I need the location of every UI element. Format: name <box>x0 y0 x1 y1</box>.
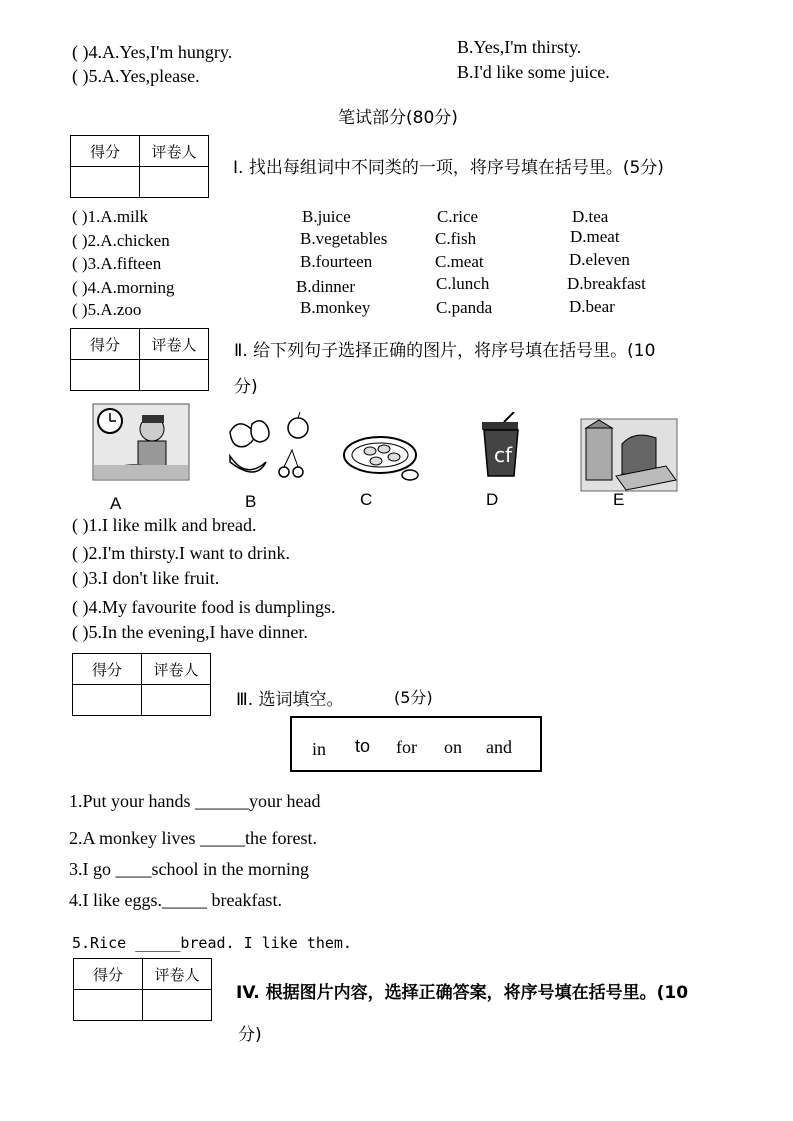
s3-item-3: 3.I go ____school in the morning <box>69 859 309 879</box>
s1-row-4-a: ( )4.A.morning <box>72 278 175 297</box>
grader-cell[interactable] <box>140 167 209 198</box>
section4-title-cont: 分) <box>238 1025 262 1045</box>
s1-row-5-b: B.monkey <box>300 298 371 317</box>
picture-d-drink-cup-icon <box>474 412 530 482</box>
score-box-3 <box>72 653 211 716</box>
picture-e-milk-bread-icon <box>580 418 678 492</box>
s2-sentence-3: ( )3.I don't like fruit. <box>72 568 220 588</box>
s2-sentence-1: ( )1.I like milk and bread. <box>72 515 257 535</box>
score-box-1 <box>70 135 209 198</box>
s1-row-2-a: ( )2.A.chicken <box>72 231 170 250</box>
grader-cell[interactable] <box>143 990 212 1021</box>
s1-row-1-a: ( )1.A.milk <box>72 207 149 226</box>
listening-q4: ( )4.A.Yes,I'm hungry. <box>72 42 233 62</box>
picture-label-c: C <box>360 490 373 509</box>
s3-item-4: 4.I like eggs._____ breakfast. <box>69 890 282 910</box>
written-section-title: 笔试部分(80分) <box>338 108 458 128</box>
s1-row-5-d: D.bear <box>569 297 615 316</box>
s3-item-2: 2.A monkey lives _____the forest. <box>69 828 317 848</box>
s2-sentence-5: ( )5.In the evening,I have dinner. <box>72 622 308 642</box>
listening-q5-option-b: B.I'd like some juice. <box>457 62 610 82</box>
score-cell[interactable] <box>71 167 140 198</box>
section2-title-cont: 分) <box>234 377 258 397</box>
s2-sentence-2: ( )2.I'm thirsty.I want to drink. <box>72 543 291 563</box>
s1-row-5-a: ( )5.A.zoo <box>72 300 142 319</box>
word-bank-to: to <box>355 736 371 756</box>
listening-q5: ( )5.A.Yes,please. <box>72 66 200 86</box>
picture-label-d: D <box>486 490 499 509</box>
s3-item-1: 1.Put your hands ______your head <box>69 791 321 811</box>
s1-row-2-c: C.fish <box>435 229 477 248</box>
s1-row-1-c: C.rice <box>437 207 479 226</box>
s1-row-3-b: B.fourteen <box>300 252 373 271</box>
word-bank-and: and <box>486 737 512 757</box>
grader-label: 评卷人 <box>140 136 209 167</box>
s1-row-3-d: D.eleven <box>569 250 630 269</box>
grader-label: 评卷人 <box>143 959 212 990</box>
s1-row-1-d: D.tea <box>572 207 609 226</box>
picture-c-dumplings-icon <box>340 433 426 483</box>
picture-label-a: A <box>110 494 122 513</box>
s1-row-5-c: C.panda <box>436 298 493 317</box>
grader-cell[interactable] <box>142 685 211 716</box>
s1-row-2-d: D.meat <box>570 227 620 246</box>
section4-title: IV. 根据图片内容，选择正确答案，将序号填在括号里。(10 <box>236 983 689 1003</box>
s1-row-4-c: C.lunch <box>436 274 490 293</box>
s3-item-5: 5.Rice _____bread. I like them. <box>72 934 352 952</box>
picture-label-b: B <box>245 492 257 511</box>
word-bank-in: in <box>312 739 327 759</box>
score-box-2 <box>70 328 209 391</box>
score-label: 得分 <box>73 654 142 685</box>
picture-a-boy-eating-icon <box>92 403 190 481</box>
section1-title: I. 找出每组词中不同类的一项，将序号填在括号里。(5分) <box>233 158 664 178</box>
word-bank-for: for <box>396 737 417 757</box>
s1-row-4-d: D.breakfast <box>567 274 646 293</box>
grader-label: 评卷人 <box>140 329 209 360</box>
score-cell[interactable] <box>74 990 143 1021</box>
picture-label-e: E <box>613 490 625 509</box>
score-label: 得分 <box>74 959 143 990</box>
word-bank-on: on <box>444 737 462 757</box>
section2-title: Ⅱ. 给下列句子选择正确的图片，将序号填在括号里。(10 <box>234 341 656 361</box>
s1-row-3-a: ( )3.A.fifteen <box>72 254 162 273</box>
s1-row-2-b: B.vegetables <box>300 229 388 248</box>
listening-q4-option-b: B.Yes,I'm thirsty. <box>457 37 582 57</box>
svg-text:cf: cf <box>494 443 513 467</box>
s1-row-3-c: C.meat <box>435 252 484 271</box>
section3-title: Ⅲ. 选词填空。 <box>236 690 344 710</box>
picture-b-fruit-icon <box>222 410 322 486</box>
grader-cell[interactable] <box>140 360 209 391</box>
score-box-4 <box>73 958 212 1021</box>
score-cell[interactable] <box>71 360 140 391</box>
score-cell[interactable] <box>73 685 142 716</box>
score-label: 得分 <box>71 329 140 360</box>
s2-sentence-4: ( )4.My favourite food is dumplings. <box>72 597 336 617</box>
score-label: 得分 <box>71 136 140 167</box>
s1-row-1-b: B.juice <box>302 207 351 226</box>
grader-label: 评卷人 <box>142 654 211 685</box>
s1-row-4-b: B.dinner <box>296 277 356 296</box>
section3-points: (5分) <box>394 688 433 707</box>
